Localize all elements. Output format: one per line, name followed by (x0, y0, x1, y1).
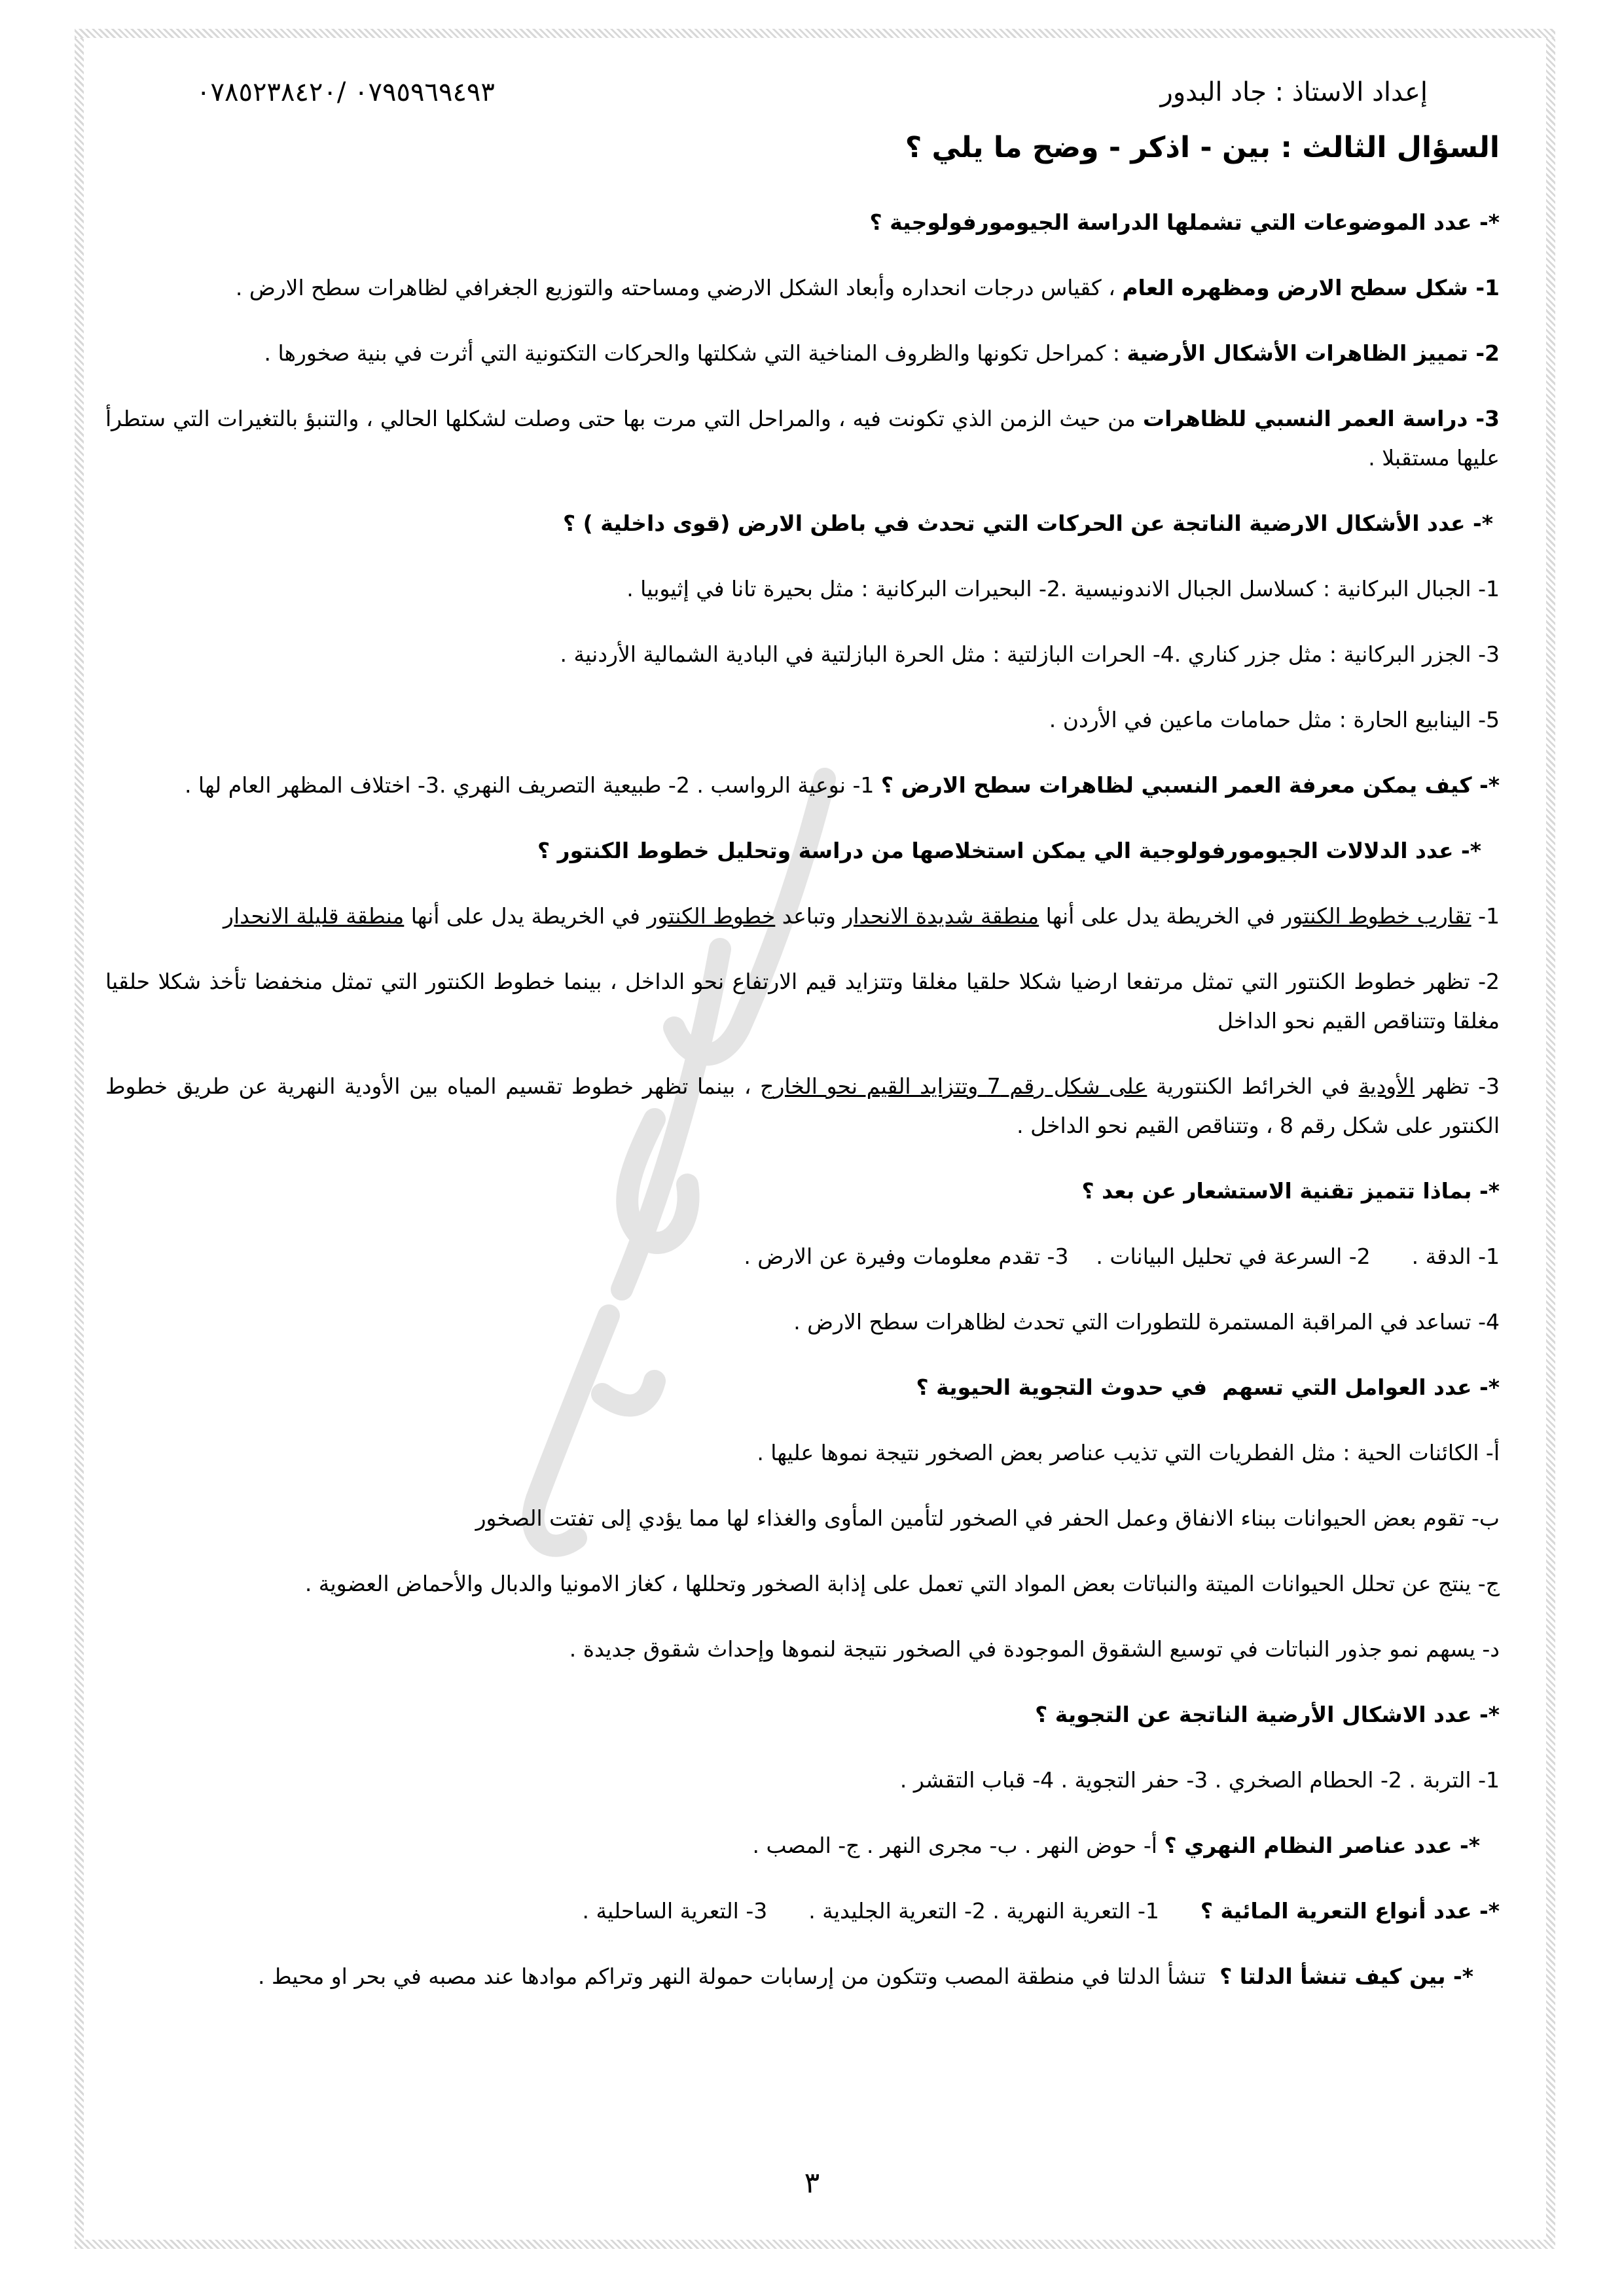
underlined-text: منطقة شديدة الانحدار (842, 903, 1039, 929)
bold-text: 2- تمييز الظاهرات الأشكال الأرضية (1127, 340, 1500, 366)
bold-text: *- عدد أنواع التعرية المائية ؟ (1200, 1898, 1500, 1924)
question-line (105, 831, 1481, 870)
question-line (105, 766, 1500, 805)
text: 1- الجبال البركانية : كسلاسل الجبال الاندونيسية .2- البحيرات البركانية : مثل بحيرة تانا في إثيوبيا . (626, 576, 1500, 601)
question-line (105, 1892, 1500, 1931)
bold-text: *- عدد الدلالات الجيومورفولوجية الي يمكن استخلاصها من دراسة وتحليل خطوط الكنتور ؟ (537, 838, 1481, 863)
document-body (98, 203, 1500, 2022)
bold-text: *- عدد الأشكال الارضية الناتجة عن الحركات التي تحدث في باطن الارض (قوى داخلية ) ؟ (563, 511, 1493, 536)
text: 5- الينابيع الحارة : مثل حمامات ماعين في الأردن . (1049, 707, 1500, 732)
text: ج- ينتج عن تحلل الحيوانات الميتة والنباتات بعض المواد التي تعمل على إذابة الصخور وتحللها ، كغاز الامونيا والدبال والأحماض العضوية . (304, 1571, 1500, 1596)
bold-text: *- كيف يمكن معرفة العمر النسبي لظاهرات سطح الارض ؟ (880, 772, 1500, 798)
text: د- يسهم نمو جذور النباتات في توسيع الشقوق الموجودة في الصخور نتيجة لنموها وإحداث شقوق جديدة . (569, 1636, 1500, 1662)
text: 1- التربة . 2- الحطام الصخري . 3- حفر التجوية . 4- قباب التقشر . (899, 1767, 1500, 1793)
page-number: ٣ (804, 2166, 820, 2200)
answer-line (105, 897, 1500, 936)
text: 1- التعرية النهرية . 2- التعرية الجليدية . 3- التعرية الساحلية . (582, 1898, 1200, 1924)
text: ، بينما تظهر خطوط تقسيم المياه بين الأودية النهرية عن طريق خطوط الكنتور على شكل رقم 8 ، وتتناقص القيم نحو الداخل . (98, 1073, 1500, 1138)
answer-line (105, 1237, 1500, 1276)
text: في الخريطة يدل على أنها (404, 903, 647, 929)
question-line (105, 1957, 1473, 1996)
question-line (105, 203, 1500, 242)
bold-text: *- بين كيف تنشأ الدلتا ؟ (1219, 1964, 1473, 1989)
answer-line (105, 1564, 1500, 1604)
underlined-text: على شكل رقم 7 وتتزايد القيم نحو الخارج (760, 1073, 1147, 1099)
text: ب- تقوم بعض الحيوانات ببناء الانفاق وعمل الحفر في الصخور لتأمين المأوى والغذاء لها مما يؤدي إلى تفتت الصخور (475, 1505, 1500, 1531)
bold-text: 1- شكل سطح الارض ومظهره العام (1122, 275, 1500, 300)
text: في الخريطة يدل على أنها (1039, 903, 1282, 929)
text: ، كقياس درجات انحداره وأبعاد الشكل الارضي ومساحته والتوزيع الجغرافي لظاهرات سطح الارض . (235, 275, 1123, 300)
bold-text: *- عدد الموضوعات التي تشملها الدراسة الجيومورفولوجية ؟ (869, 209, 1500, 235)
text: 1- (1471, 903, 1500, 929)
question-line (105, 1172, 1500, 1211)
question-line (105, 1368, 1500, 1407)
text: في الخرائط الكنتورية (1147, 1073, 1359, 1099)
text: 1- نوعية الرواسب . 2- طبيعية التصريف النهري .3- اختلاف المظهر العام لها . (184, 772, 881, 798)
phone-numbers: ٠٧٩٥٩٦٩٤٩٣ /٠٧٨٥٢٣٨٤٢٠ (196, 77, 495, 107)
underlined-text: تقارب خطوط الكنتور (1282, 903, 1471, 929)
answer-line (105, 700, 1500, 740)
answer-line (105, 1630, 1500, 1669)
text: 2- تظهر خطوط الكنتور التي تمثل مرتفعا ارضيا شكلا حلقيا مغلقا وتتزايد قيم الارتفاع نحو الداخل ، بينما خطوط الكنتور التي تمثل منخفضا تأخذ شكلا حلقيا مغلقا وتتناقص القيم نحو الداخل (98, 969, 1500, 1033)
text: تنشأ الدلتا في منطقة المصب وتتكون من إرسابات حمولة النهر وتراكم موادها عند مصبه في بحر او محيط . (258, 1964, 1220, 1989)
underlined-text: منطقة قليلة الانحدار (223, 903, 405, 929)
text: أ- الكائنات الحية : مثل الفطريات التي تذيب عناصر بعض الصخور نتيجة نموها عليها . (757, 1440, 1500, 1465)
bold-text: *- بماذا تتميز تقنية الاستشعار عن بعد ؟ (1081, 1178, 1500, 1204)
text: من حيث الزمن الذي تكونت فيه ، والمراحل التي مرت بها حتى وصلت لشكلها الحالي ، والتنبؤ بالتغيرات التي ستطرأ عليها مستقبلا . (98, 406, 1500, 471)
text: أ- حوض النهر . ب- مجرى النهر . ج- المصب . (752, 1833, 1164, 1858)
page-title: السؤال الثالث : بين - اذكر - وضح ما يلي ؟ (905, 131, 1500, 164)
text: 3- تظهر (1415, 1073, 1500, 1099)
question-line (105, 334, 1500, 373)
answer-line (105, 1302, 1500, 1342)
underlined-text: الأودية (1358, 1073, 1415, 1099)
question-line (105, 1695, 1500, 1734)
question-line (105, 1826, 1480, 1865)
answer-line (105, 635, 1500, 674)
answer-line (105, 569, 1500, 609)
question-line (98, 399, 1500, 478)
underlined-text: خطوط الكنتور (647, 903, 776, 929)
answer-line (98, 1067, 1500, 1145)
answer-line (98, 962, 1500, 1041)
text: 3- الجزر البركانية : مثل جزر كناري .4- الحرات البازلتية : مثل الحرة البازلتية في البادية الشمالية الأردنية . (560, 641, 1500, 667)
text: 4- تساعد في المراقبة المستمرة للتطورات التي تحدث لظاهرات سطح الارض . (793, 1309, 1500, 1335)
text: : كمراحل تكونها والظروف المناخية التي شكلتها والحركات التكتونية التي أثرت في بنية صخورها . (264, 340, 1127, 366)
answer-line (105, 1499, 1500, 1538)
bold-text: *- عدد عناصر النظام النهري ؟ (1164, 1833, 1480, 1858)
question-line (105, 504, 1493, 543)
text: 1- الدقة . 2- السرعة في تحليل البيانات . 3- تقدم معلومات وفيرة عن الارض . (744, 1244, 1500, 1269)
bold-text: 3- دراسة العمر النسبي للظاهرات (1142, 406, 1500, 431)
text: وتباعد (775, 903, 843, 929)
question-line (105, 268, 1500, 308)
bold-text: *- عدد العوامل التي تسهم في حدوث التجوية الحيوية ؟ (916, 1374, 1500, 1400)
bold-text: *- عدد الاشكال الأرضية الناتجة عن التجوية ؟ (1035, 1702, 1500, 1727)
answer-line (105, 1433, 1500, 1473)
author-header: إعداد الاستاذ : جاد البدور (1160, 77, 1428, 107)
answer-line (105, 1761, 1500, 1800)
